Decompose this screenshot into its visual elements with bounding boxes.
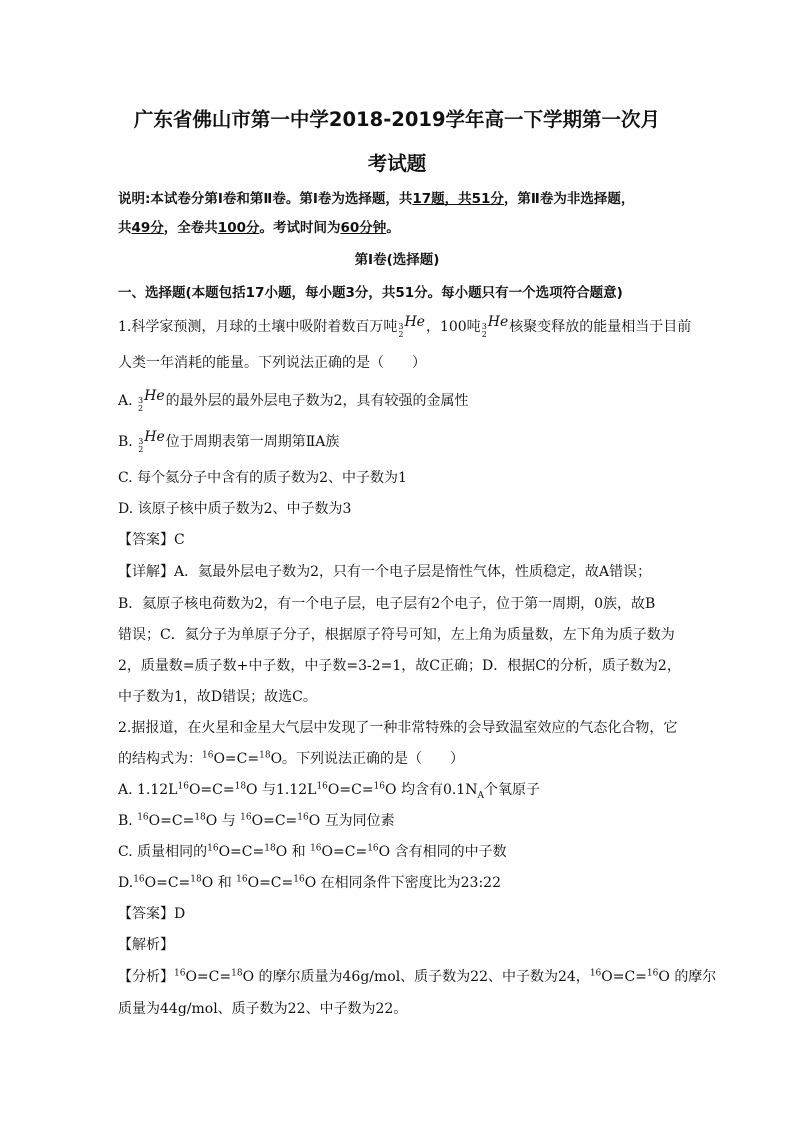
isotope-mass: 18 <box>190 874 202 885</box>
q2-analysis-line1 <box>118 966 717 986</box>
isotope-mass: 16 <box>297 812 309 823</box>
option-text: 和 <box>217 875 232 891</box>
q1-option-c: C. 每个氦分子中含有的质子数为2、中子数为1 <box>118 470 407 486</box>
element-symbol: He <box>144 388 165 404</box>
option-text: 含有相同的中子数 <box>394 844 507 860</box>
q2-stem-line2 <box>118 748 678 768</box>
molecule-text: O <box>378 844 391 860</box>
molecule-text: O=C= <box>251 813 298 829</box>
q1-stem-text: 核聚变释放的能量相当于目前 <box>509 319 692 335</box>
instr-text: 。考试时间为 <box>259 220 341 236</box>
instructions-line1 <box>118 187 678 207</box>
isotope-mass: 16 <box>310 843 322 854</box>
molecule-text: O=C= <box>148 813 195 829</box>
option-text: 互为同位素 <box>324 813 395 829</box>
molecule-text: O=C= <box>327 782 374 798</box>
q1-stem-text: ，100吨 <box>425 319 481 335</box>
molecule-text: O <box>308 813 321 829</box>
isotope-mass: 16 <box>367 843 379 854</box>
isotope-mass: 16 <box>240 812 252 823</box>
isotope-mass: 16 <box>207 843 219 854</box>
molecule-text: O=C= <box>321 844 368 860</box>
q2-option-c <box>118 841 678 861</box>
option-letter: B. <box>118 434 133 450</box>
isotope-mass: 18 <box>264 843 276 854</box>
isotope-mass: 16 <box>316 781 328 792</box>
instructions-line2 <box>118 216 678 236</box>
molecule-text: O <box>275 844 288 860</box>
isotope-mass: 16 <box>293 874 305 885</box>
q1-stem-line1 <box>118 314 692 339</box>
molecule-text: O=C= <box>188 782 235 798</box>
subscript: A <box>477 790 484 801</box>
q1-stem-text: 1.科学家预测，月球的土壤中吸附着数百万吨 <box>118 319 398 335</box>
molecule-text: O <box>270 751 283 767</box>
mass-number: 3 <box>398 322 404 331</box>
q2-stem-text: 。下列说法正确的是（ ） <box>282 751 465 767</box>
element-symbol: He <box>144 429 165 445</box>
isotope-mass: 16 <box>174 968 186 979</box>
q2-option-a <box>118 779 678 801</box>
option-letter: A. <box>118 393 133 409</box>
q1-option-b <box>118 430 678 454</box>
q1-detail-line1: 【详解】A．氦最外层电子数为2，只有一个电子层是惰性气体，性质稳定，故A错误； <box>118 564 652 580</box>
molecule-text: O=C= <box>247 875 294 891</box>
option-text: 的最外层的最外层电子数为2，具有较强的金属性 <box>165 393 469 409</box>
helium-isotope <box>138 389 165 413</box>
option-text: 均含有0.1N <box>400 782 478 798</box>
q1-detail-line5: 中子数为1，故D错误；故选C。 <box>118 689 317 705</box>
option-text: 与1.12L <box>261 782 317 798</box>
q2-analysis-heading: 【解析】 <box>118 937 174 953</box>
molecule-text: O=C= <box>601 969 647 985</box>
isotope-mass: 18 <box>259 750 271 761</box>
instr-underline: 100分 <box>217 220 260 236</box>
q1-answer: 【答案】C <box>118 532 185 548</box>
document-title-line2: 考试题 <box>367 152 427 175</box>
helium-isotope <box>482 315 509 339</box>
q2-stem-text: 的结构式为： <box>118 751 202 767</box>
molecule-text: O <box>658 969 670 985</box>
instr-text: 共 <box>118 220 132 236</box>
isotope-mass: 16 <box>646 968 659 979</box>
isotope-mass: 18 <box>194 812 206 823</box>
instr-text: 说明:本试卷分第Ⅰ卷和第Ⅱ卷。第Ⅰ卷为选择题，共 <box>118 191 413 207</box>
instr-text: ，全卷共 <box>163 220 218 236</box>
molecule-text: O <box>304 875 317 891</box>
helium-isotope <box>398 315 425 339</box>
isotope-mass: 16 <box>236 874 248 885</box>
instr-underline: 60分钟 <box>340 220 387 236</box>
analysis-label: 【分析】 <box>118 969 174 985</box>
molecule-text: O <box>385 782 397 798</box>
molecule-text: O <box>246 782 258 798</box>
q1-option-d: D. 该原子核中质子数为2、中子数为3 <box>118 501 352 517</box>
q2-analysis-line2: 质量为44g/mol、质子数为22、中子数为22。 <box>118 1001 408 1017</box>
q1-option-a <box>118 389 678 413</box>
q1-detail-line2: B．氦原子核电荷数为2，有一个电子层，电子层有2个电子，位于第一周期，0族，故B <box>118 596 656 612</box>
section-title: 第Ⅰ卷(选择题) <box>354 252 440 268</box>
instr-underline: 17题，共51分 <box>412 191 504 207</box>
option-letter: D. <box>118 875 134 891</box>
option-text: 个氧原子 <box>483 782 540 798</box>
molecule-text: O <box>242 969 255 985</box>
isotope-mass: 16 <box>133 874 145 885</box>
part-header: 一、选择题(本题包括17小题，每小题3分，共51分。每小题只有一个选项符合题意) <box>118 285 623 301</box>
isotope-mass: 16 <box>202 750 214 761</box>
q1-detail-line4: 2，质量数=质子数+中子数，中子数=3-2=1，故C正确；D．根据C的分析，质子数为2， <box>118 658 681 674</box>
helium-isotope <box>138 430 165 454</box>
q1-detail-line3: 错误；C．氦分子为单原子分子，根据原子符号可知，左上角为质量数，左下角为质子数为 <box>118 627 675 643</box>
isotope-mass: 16 <box>137 812 149 823</box>
q1-stem-line2: 人类一年消耗的能量。下列说法正确的是（ ） <box>118 355 426 371</box>
mass-number: 3 <box>481 322 487 331</box>
mass-number: 3 <box>138 396 144 405</box>
document-title-line1: 广东省佛山市第一中学2018-2019学年高一下学期第一次月 <box>133 108 661 131</box>
atomic-number: 2 <box>481 330 487 339</box>
q2-answer: 【答案】D <box>118 906 186 922</box>
atomic-number: 2 <box>138 445 144 454</box>
q2-stem-line1: 2.据报道，在火星和金星大气层中发现了一种非常特殊的会导致温室效应的气态化合物，它 <box>118 720 678 736</box>
instr-underline: 49分 <box>131 220 164 236</box>
analysis-text: 的摩尔 <box>674 969 717 985</box>
element-symbol: He <box>404 314 425 330</box>
option-text: 在相同条件下密度比为23:22 <box>320 875 501 891</box>
option-text: C. 质量相同的 <box>118 844 208 860</box>
instr-text: 。 <box>386 220 400 236</box>
molecule-text: O=C= <box>213 751 260 767</box>
option-text: 与 <box>221 813 236 829</box>
isotope-mass: 16 <box>177 781 189 792</box>
atomic-number: 2 <box>398 330 404 339</box>
isotope-mass: 18 <box>234 781 247 792</box>
isotope-mass: 18 <box>231 968 243 979</box>
element-symbol: He <box>487 314 509 330</box>
option-text: A. 1.12L <box>118 782 178 798</box>
q2-option-b <box>118 810 678 830</box>
isotope-mass: 16 <box>589 968 602 979</box>
q2-option-d <box>118 872 678 892</box>
molecule-text: O=C= <box>185 969 232 985</box>
option-text: 位于周期表第一周期第ⅡA族 <box>165 434 340 450</box>
option-letter: B. <box>118 813 133 829</box>
analysis-text: 的摩尔质量为46g/mol、质子数为22、中子数为24， <box>258 969 590 985</box>
isotope-mass: 16 <box>373 781 386 792</box>
option-text: 和 <box>291 844 306 860</box>
atomic-number: 2 <box>138 404 144 413</box>
molecule-text: O=C= <box>218 844 265 860</box>
molecule-text: O <box>201 875 214 891</box>
mass-number: 3 <box>138 437 144 446</box>
instr-text: ，第Ⅱ卷为非选择题， <box>503 191 635 207</box>
molecule-text: O <box>205 813 218 829</box>
molecule-text: O=C= <box>144 875 191 891</box>
